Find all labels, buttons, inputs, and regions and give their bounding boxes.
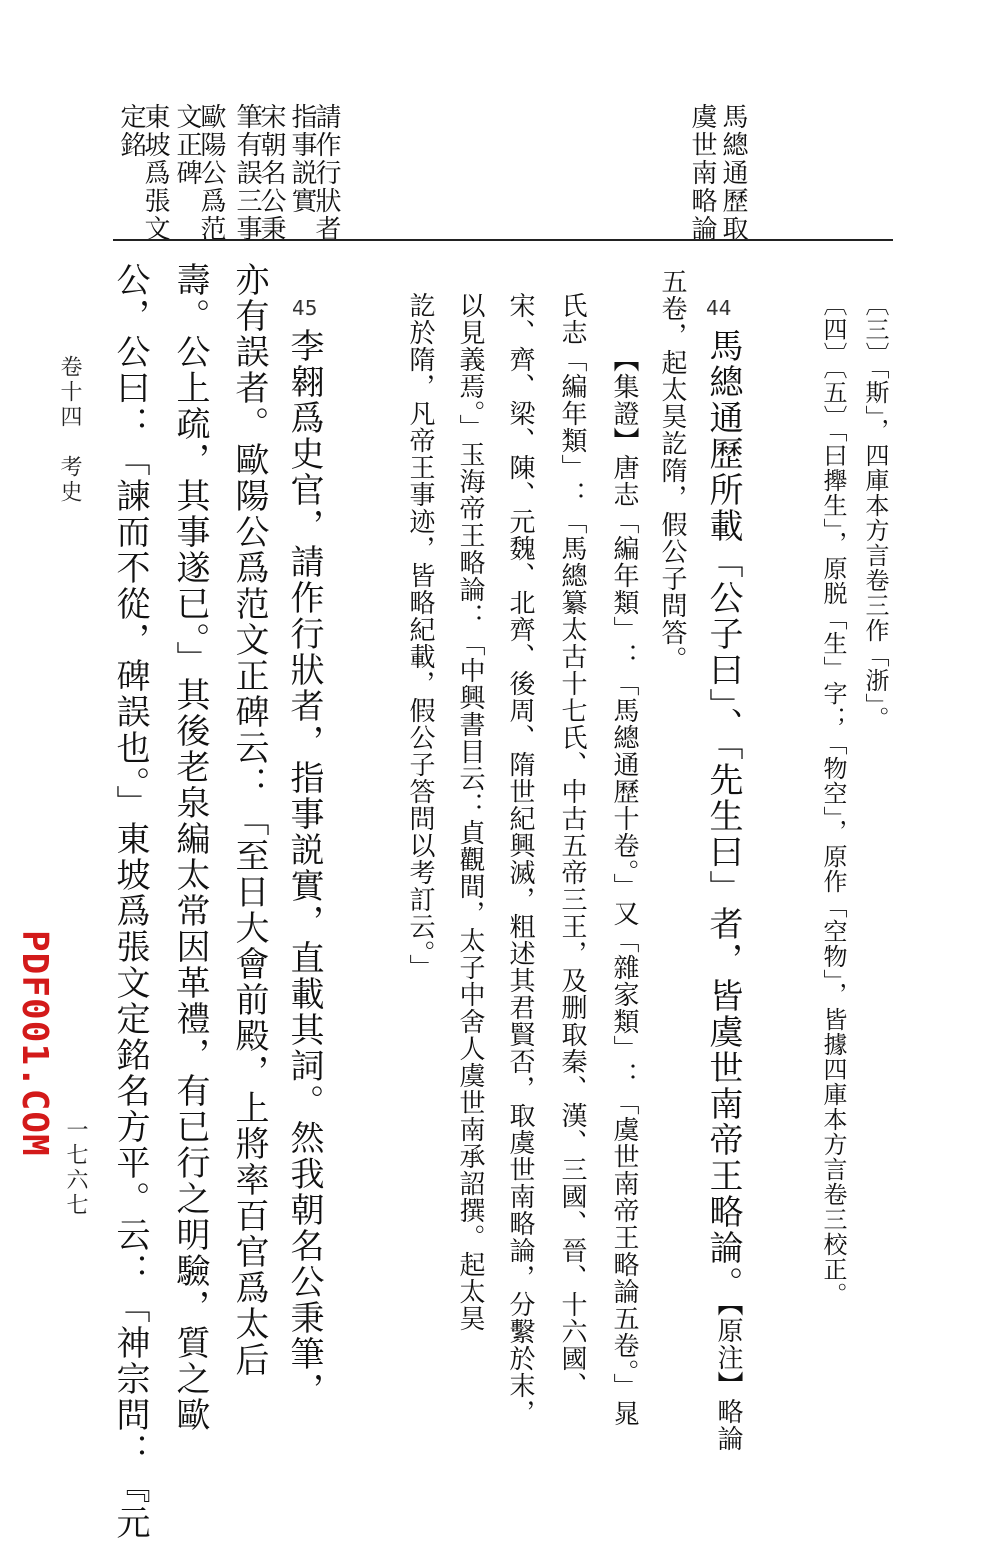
header-col: 文正碑 bbox=[172, 103, 202, 187]
commentary-line: 氏志「編年類」：「馬總纂太古十七氏、中古五帝三王，及删取秦、漢、三國、晉、十六國、 bbox=[557, 292, 587, 1399]
header-col: 東坡爲張文 bbox=[140, 103, 170, 243]
header-col: 定銘 bbox=[116, 103, 146, 159]
header-col: 宋朝名公秉 bbox=[256, 103, 286, 243]
entry-main-text: 亦有誤者。歐陽公爲范文正碑云：「至日大會前殿，上將率百官爲太后 bbox=[229, 262, 269, 1378]
collation-note: 〔三〕「斯」，四庫本方言卷三作「浙」。 bbox=[861, 292, 889, 731]
entry-main-text: 馬總通歷所載「公子曰」、「先生曰」者，皆虞世南帝王略論。 bbox=[703, 328, 743, 1302]
header-col: 指事説實 bbox=[287, 103, 317, 215]
watermark: PDF001.COM bbox=[14, 930, 55, 1157]
header-col: 馬總通歷取 bbox=[718, 103, 748, 243]
entry-number: 45 bbox=[292, 296, 318, 320]
volume-title: 卷十四 考史 bbox=[57, 355, 82, 505]
page-number: 一七六七 bbox=[63, 1118, 88, 1218]
entry-main-text: 公，公曰：「諫而不從，碑誤也。」東坡爲張文定銘名方平。云：「神宗問：『元 bbox=[110, 262, 150, 1541]
commentary-line: 訖於隋，凡帝王事迹，皆略紀載，假公子答問以考訂云。」 bbox=[405, 292, 435, 981]
collation-note: 〔四〕〔五〕「曰攑生」，原脱「生」字；「物空」，原作「空物」，皆據四庫本方言卷三校正。 bbox=[819, 292, 847, 1307]
entry-number: 44 bbox=[706, 296, 732, 320]
header-col: 虞世南略論 bbox=[687, 103, 717, 243]
header-col: 歐陽公爲范 bbox=[196, 103, 226, 243]
entry-note-continuation: 五卷，起太昊訖隋，假公子問答。 bbox=[657, 268, 687, 673]
commentary-line: 宋、齊、梁、陳、元魏、北齊、後周、隋世紀興滅，粗述其君賢否，取虞世南略論，分繫於末， bbox=[505, 292, 535, 1426]
commentary-line: 【集證】唐志「編年類」：「馬總通歷十卷。」又「雜家類」：「虞世南帝王略論五卷。」晁 bbox=[609, 346, 639, 1427]
entry-main-text: 壽。公上疏，其事遂已。」其後老泉編太常因革禮，有已行之明驗，質之歐 bbox=[170, 262, 210, 1433]
header-col: 請作行狀者 bbox=[311, 103, 341, 243]
entry-inline-note: 【原注】略論 bbox=[713, 1290, 743, 1452]
commentary-line: 以見義焉。」玉海帝王略論：「中興書目云：貞觀間，太子中舍人虞世南承詔撰。起太昊 bbox=[455, 292, 485, 1332]
entry-main-text: 李翱爲史官，請作行狀者，指事説實，直載其詞。然我朝名公秉筆， bbox=[284, 328, 324, 1408]
header-divider bbox=[113, 239, 893, 241]
header-col: 筆有誤三事 bbox=[232, 103, 262, 243]
